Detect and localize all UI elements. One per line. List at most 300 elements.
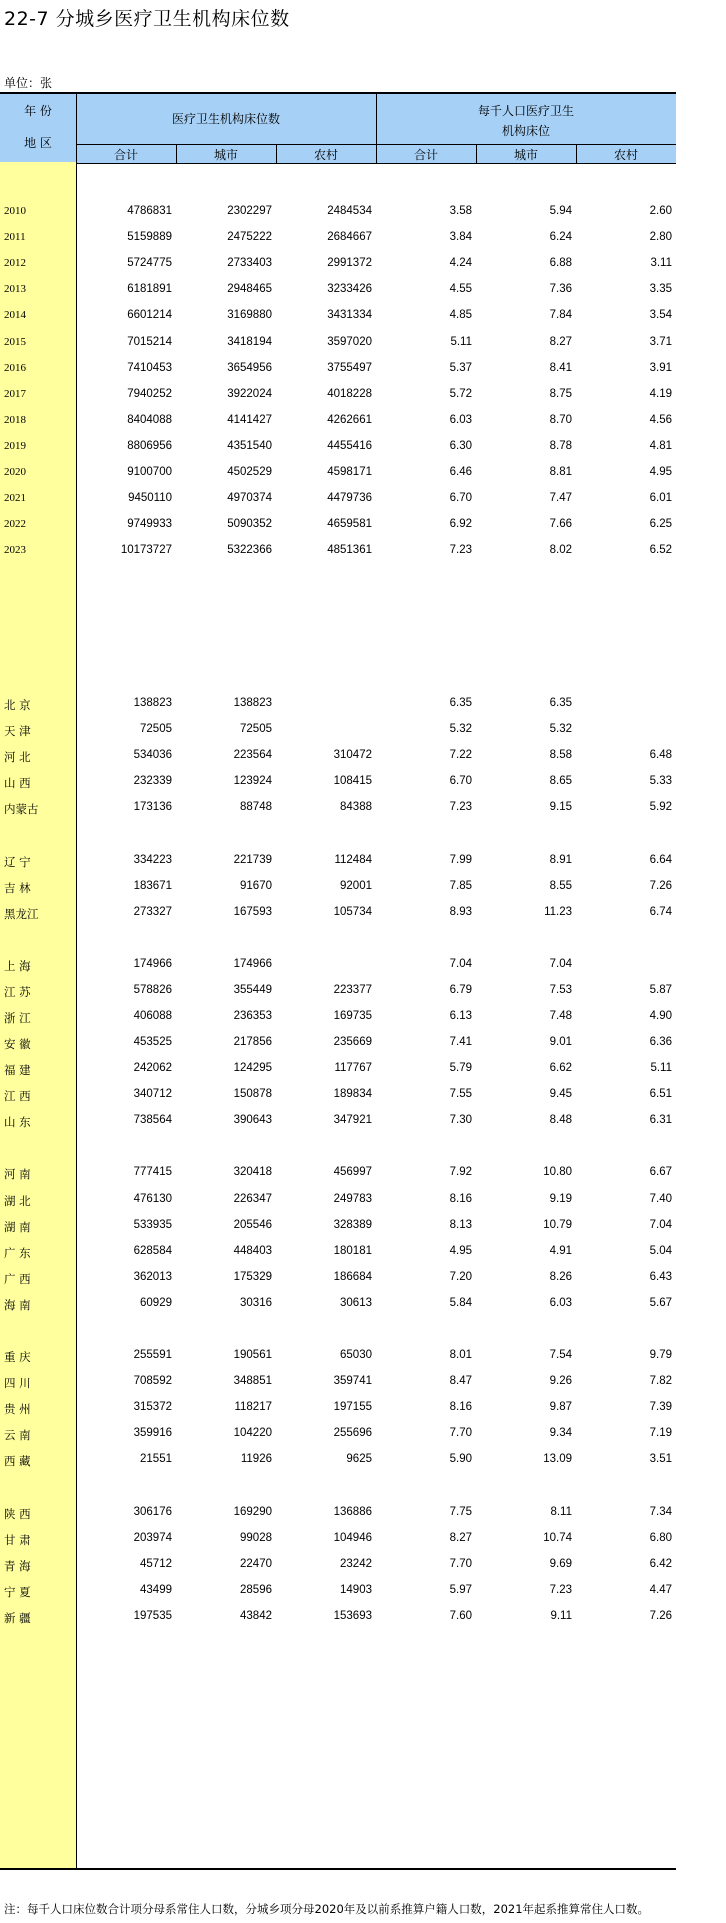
cell-beds-urban: 118217 bbox=[234, 1401, 272, 1413]
cell-beds-rural: 223377 bbox=[333, 984, 372, 996]
cell-rate-total: 4.24 bbox=[449, 257, 472, 269]
region-row bbox=[0, 801, 676, 819]
region-label: 辽 宁 bbox=[4, 855, 31, 869]
cell-beds-rural: 180181 bbox=[333, 1245, 372, 1257]
cell-beds-total: 9450110 bbox=[128, 492, 172, 504]
cell-beds-urban: 138823 bbox=[233, 697, 272, 709]
cell-beds-urban: 104220 bbox=[233, 1427, 272, 1439]
cell-beds-urban: 174966 bbox=[233, 958, 272, 970]
cell-beds-rural: 189834 bbox=[333, 1088, 372, 1100]
cell-rate-total: 6.03 bbox=[449, 414, 472, 426]
header-col-rate-rural: 农村 bbox=[613, 148, 638, 162]
year-row bbox=[0, 466, 676, 484]
cell-rate-urban: 11.23 bbox=[544, 906, 572, 918]
region-label: 天 津 bbox=[4, 724, 31, 738]
cell-rate-urban: 7.47 bbox=[549, 492, 572, 504]
header-divider bbox=[276, 144, 277, 164]
header-group-beds: 医疗卫生机构床位数 bbox=[171, 112, 280, 126]
cell-rate-rural: 6.36 bbox=[649, 1036, 672, 1048]
region-row bbox=[0, 1558, 676, 1576]
cell-beds-urban: 91670 bbox=[240, 880, 272, 892]
cell-rate-total: 3.58 bbox=[449, 205, 472, 217]
region-label: 新 疆 bbox=[4, 1611, 31, 1625]
region-row bbox=[0, 1036, 676, 1054]
year-label: 2015 bbox=[4, 336, 26, 348]
region-label: 四 川 bbox=[4, 1376, 31, 1390]
cell-beds-urban: 3169880 bbox=[227, 309, 272, 321]
cell-rate-urban: 9.34 bbox=[549, 1427, 572, 1439]
cell-beds-rural: 105734 bbox=[333, 906, 372, 918]
region-label: 陕 西 bbox=[4, 1507, 31, 1521]
year-label: 2017 bbox=[4, 388, 26, 400]
cell-beds-total: 273327 bbox=[133, 906, 172, 918]
cell-rate-urban: 9.19 bbox=[549, 1193, 572, 1205]
cell-beds-total: 43499 bbox=[140, 1584, 172, 1596]
cell-beds-total: 534036 bbox=[133, 749, 172, 761]
cell-rate-urban: 5.94 bbox=[549, 205, 572, 217]
cell-beds-urban: 175329 bbox=[233, 1271, 272, 1283]
cell-rate-total: 6.35 bbox=[449, 697, 472, 709]
cell-beds-rural: 4598171 bbox=[327, 466, 372, 478]
cell-beds-urban: 223564 bbox=[233, 749, 272, 761]
cell-rate-total: 7.20 bbox=[449, 1271, 472, 1283]
cell-rate-urban: 7.48 bbox=[549, 1010, 572, 1022]
region-label: 安 徽 bbox=[4, 1037, 31, 1051]
cell-rate-total: 5.79 bbox=[449, 1062, 472, 1074]
cell-beds-total: 232339 bbox=[133, 775, 172, 787]
header-year: 年 份 bbox=[24, 104, 52, 118]
header-divider bbox=[76, 94, 77, 164]
cell-beds-total: 453525 bbox=[133, 1036, 172, 1048]
cell-rate-urban: 5.32 bbox=[549, 723, 572, 735]
cell-rate-urban: 7.36 bbox=[549, 283, 572, 295]
cell-beds-urban: 30316 bbox=[240, 1297, 272, 1309]
cell-rate-total: 7.22 bbox=[449, 749, 472, 761]
cell-beds-total: 708592 bbox=[133, 1375, 172, 1387]
region-label: 江 苏 bbox=[4, 985, 31, 999]
cell-beds-rural: 153693 bbox=[333, 1610, 372, 1622]
cell-rate-rural: 6.42 bbox=[649, 1558, 672, 1570]
year-row bbox=[0, 414, 676, 432]
cell-rate-total: 7.23 bbox=[449, 801, 472, 813]
cell-rate-rural: 4.90 bbox=[649, 1010, 672, 1022]
unit-label: 单位：张 bbox=[4, 76, 53, 90]
year-row bbox=[0, 336, 676, 354]
cell-beds-total: 60929 bbox=[140, 1297, 172, 1309]
table-title: 22-7 分城乡医疗卫生机构床位数 bbox=[4, 8, 290, 30]
cell-rate-rural: 7.34 bbox=[649, 1506, 672, 1518]
region-label: 宁 夏 bbox=[4, 1585, 31, 1599]
cell-beds-rural: 108415 bbox=[333, 775, 372, 787]
header-group-per-thousand-1: 每千人口医疗卫生 bbox=[477, 104, 574, 118]
cell-beds-urban: 72505 bbox=[240, 723, 272, 735]
cell-beds-urban: 124295 bbox=[233, 1062, 272, 1074]
cell-beds-total: 183671 bbox=[133, 880, 172, 892]
cell-rate-urban: 9.69 bbox=[549, 1558, 572, 1570]
region-row bbox=[0, 1506, 676, 1524]
region-label: 青 海 bbox=[4, 1559, 31, 1573]
cell-beds-urban: 217856 bbox=[233, 1036, 272, 1048]
cell-rate-urban: 8.27 bbox=[549, 336, 572, 348]
cell-beds-rural: 3597020 bbox=[327, 336, 372, 348]
cell-rate-total: 7.30 bbox=[449, 1114, 472, 1126]
cell-rate-rural: 5.04 bbox=[649, 1245, 672, 1257]
cell-beds-urban: 236353 bbox=[233, 1010, 272, 1022]
cell-beds-total: 255591 bbox=[133, 1349, 172, 1361]
cell-beds-total: 4786831 bbox=[127, 205, 172, 217]
cell-beds-rural: 328389 bbox=[333, 1219, 372, 1231]
cell-rate-urban: 4.91 bbox=[549, 1245, 572, 1257]
cell-beds-total: 197535 bbox=[133, 1610, 172, 1622]
region-row bbox=[0, 1349, 676, 1367]
cell-beds-rural: 104946 bbox=[333, 1532, 372, 1544]
cell-rate-rural: 9.79 bbox=[649, 1349, 672, 1361]
cell-rate-total: 6.70 bbox=[449, 492, 472, 504]
cell-beds-urban: 150878 bbox=[233, 1088, 272, 1100]
cell-rate-urban: 8.11 bbox=[550, 1506, 572, 1518]
cell-rate-rural: 3.11 bbox=[650, 257, 672, 269]
cell-rate-rural: 7.26 bbox=[649, 880, 672, 892]
cell-rate-urban: 9.87 bbox=[549, 1401, 572, 1413]
cell-rate-rural: 6.51 bbox=[649, 1088, 672, 1100]
cell-beds-rural: 30613 bbox=[340, 1297, 372, 1309]
year-row bbox=[0, 257, 676, 275]
cell-beds-rural: 112484 bbox=[334, 854, 372, 866]
cell-beds-total: 6181891 bbox=[127, 283, 172, 295]
cell-rate-urban: 9.15 bbox=[549, 801, 572, 813]
cell-beds-rural: 186684 bbox=[333, 1271, 372, 1283]
region-row bbox=[0, 1062, 676, 1080]
region-label: 甘 肃 bbox=[4, 1533, 31, 1547]
region-label: 黑龙江 bbox=[4, 907, 39, 921]
cell-beds-urban: 4502529 bbox=[227, 466, 272, 478]
year-row bbox=[0, 492, 676, 510]
cell-rate-urban: 7.53 bbox=[549, 984, 572, 996]
cell-beds-urban: 11926 bbox=[240, 1453, 272, 1465]
cell-beds-urban: 5090352 bbox=[227, 518, 272, 530]
cell-beds-urban: 88748 bbox=[240, 801, 272, 813]
header-col-beds-rural: 农村 bbox=[313, 148, 338, 162]
cell-rate-rural: 6.64 bbox=[649, 854, 672, 866]
year-label: 2018 bbox=[4, 414, 26, 426]
header-col-beds-total: 合计 bbox=[113, 148, 138, 162]
cell-rate-urban: 8.65 bbox=[549, 775, 572, 787]
cell-rate-urban: 10.74 bbox=[543, 1532, 572, 1544]
cell-rate-total: 8.93 bbox=[449, 906, 472, 918]
cell-rate-total: 7.70 bbox=[449, 1558, 472, 1570]
table-bottom-rule bbox=[0, 1868, 676, 1870]
cell-rate-urban: 8.02 bbox=[549, 544, 572, 556]
region-row bbox=[0, 1584, 676, 1602]
cell-beds-rural: 359741 bbox=[333, 1375, 372, 1387]
cell-rate-rural: 5.33 bbox=[649, 775, 672, 787]
year-row bbox=[0, 388, 676, 406]
cell-beds-urban: 28596 bbox=[240, 1584, 272, 1596]
cell-rate-urban: 7.04 bbox=[549, 958, 572, 970]
cell-beds-urban: 169290 bbox=[233, 1506, 272, 1518]
year-label: 2020 bbox=[4, 466, 26, 478]
cell-rate-total: 6.70 bbox=[449, 775, 472, 787]
cell-rate-total: 7.41 bbox=[449, 1036, 472, 1048]
cell-rate-urban: 6.24 bbox=[549, 231, 572, 243]
cell-beds-rural: 3755497 bbox=[327, 362, 372, 374]
cell-beds-rural: 456997 bbox=[333, 1166, 372, 1178]
cell-rate-total: 5.32 bbox=[449, 723, 472, 735]
region-label: 福 建 bbox=[4, 1063, 31, 1077]
cell-beds-rural: 3431334 bbox=[327, 309, 372, 321]
cell-beds-urban: 2948465 bbox=[227, 283, 272, 295]
cell-rate-total: 8.01 bbox=[449, 1349, 472, 1361]
year-row bbox=[0, 205, 676, 223]
cell-beds-total: 242062 bbox=[133, 1062, 172, 1074]
cell-rate-total: 7.60 bbox=[449, 1610, 472, 1622]
cell-beds-total: 7940252 bbox=[127, 388, 172, 400]
cell-beds-urban: 355449 bbox=[233, 984, 272, 996]
cell-beds-rural: 310472 bbox=[333, 749, 372, 761]
header-group-per-thousand-2: 机构床位 bbox=[501, 124, 550, 138]
cell-rate-rural: 4.56 bbox=[649, 414, 672, 426]
cell-rate-urban: 9.11 bbox=[550, 1610, 572, 1622]
cell-beds-total: 9749933 bbox=[127, 518, 172, 530]
region-label: 河 南 bbox=[4, 1167, 31, 1181]
cell-beds-rural: 4851361 bbox=[327, 544, 372, 556]
cell-rate-total: 6.13 bbox=[449, 1010, 472, 1022]
cell-beds-total: 138823 bbox=[133, 697, 172, 709]
cell-beds-total: 6601214 bbox=[127, 309, 172, 321]
region-label: 上 海 bbox=[4, 959, 31, 973]
region-label: 吉 林 bbox=[4, 881, 31, 895]
cell-beds-total: 406088 bbox=[133, 1010, 172, 1022]
cell-rate-rural: 2.60 bbox=[649, 205, 672, 217]
header-divider bbox=[476, 144, 477, 164]
cell-rate-total: 8.16 bbox=[449, 1401, 472, 1413]
cell-rate-total: 7.04 bbox=[449, 958, 472, 970]
cell-rate-total: 6.30 bbox=[449, 440, 472, 452]
cell-rate-urban: 7.66 bbox=[549, 518, 572, 530]
year-row bbox=[0, 518, 676, 536]
header-col-rate-total: 合计 bbox=[413, 148, 438, 162]
cell-rate-total: 5.72 bbox=[449, 388, 472, 400]
cell-rate-total: 7.55 bbox=[449, 1088, 472, 1100]
region-row bbox=[0, 1245, 676, 1263]
cell-beds-total: 340712 bbox=[133, 1088, 172, 1100]
region-row bbox=[0, 1297, 676, 1315]
year-row bbox=[0, 309, 676, 327]
year-label: 2010 bbox=[4, 205, 26, 217]
region-row bbox=[0, 749, 676, 767]
cell-rate-rural: 6.48 bbox=[649, 749, 672, 761]
cell-rate-total: 5.84 bbox=[449, 1297, 472, 1309]
cell-beds-total: 45712 bbox=[140, 1558, 172, 1570]
cell-beds-total: 10173727 bbox=[120, 544, 172, 556]
header-divider bbox=[76, 144, 676, 145]
cell-rate-urban: 6.35 bbox=[549, 697, 572, 709]
region-row bbox=[0, 1453, 676, 1471]
cell-rate-urban: 10.80 bbox=[543, 1166, 572, 1178]
year-row bbox=[0, 440, 676, 458]
region-row bbox=[0, 1219, 676, 1237]
cell-beds-total: 21551 bbox=[140, 1453, 172, 1465]
region-row bbox=[0, 958, 676, 976]
header-divider bbox=[576, 144, 577, 164]
cell-beds-rural: 4479736 bbox=[327, 492, 372, 504]
cell-beds-rural: 4018228 bbox=[327, 388, 372, 400]
cell-beds-urban: 99028 bbox=[240, 1532, 272, 1544]
cell-beds-rural: 9625 bbox=[346, 1453, 372, 1465]
cell-rate-rural: 6.01 bbox=[649, 492, 672, 504]
cell-beds-rural: 347921 bbox=[333, 1114, 372, 1126]
cell-beds-total: 628584 bbox=[133, 1245, 172, 1257]
cell-rate-total: 8.27 bbox=[449, 1532, 472, 1544]
region-row bbox=[0, 880, 676, 898]
cell-beds-urban: 348851 bbox=[233, 1375, 272, 1387]
cell-rate-total: 6.46 bbox=[449, 466, 472, 478]
region-row bbox=[0, 775, 676, 793]
cell-rate-total: 7.70 bbox=[449, 1427, 472, 1439]
cell-beds-urban: 2733403 bbox=[227, 257, 272, 269]
region-label: 湖 北 bbox=[4, 1194, 31, 1208]
cell-rate-urban: 13.09 bbox=[543, 1453, 572, 1465]
cell-beds-urban: 190561 bbox=[233, 1349, 272, 1361]
region-row bbox=[0, 723, 676, 741]
cell-beds-total: 173136 bbox=[133, 801, 172, 813]
cell-rate-urban: 8.78 bbox=[549, 440, 572, 452]
cell-rate-urban: 10.79 bbox=[543, 1219, 572, 1231]
cell-beds-urban: 167593 bbox=[233, 906, 272, 918]
cell-beds-rural: 3233426 bbox=[327, 283, 372, 295]
cell-rate-rural: 7.26 bbox=[649, 1610, 672, 1622]
cell-rate-urban: 8.26 bbox=[549, 1271, 572, 1283]
cell-beds-rural: 235669 bbox=[333, 1036, 372, 1048]
cell-beds-rural: 117767 bbox=[334, 1062, 372, 1074]
cell-rate-rural: 2.80 bbox=[649, 231, 672, 243]
cell-beds-rural: 4262661 bbox=[327, 414, 372, 426]
region-row bbox=[0, 984, 676, 1002]
cell-beds-urban: 123924 bbox=[233, 775, 272, 787]
cell-rate-total: 8.13 bbox=[449, 1219, 472, 1231]
year-label: 2011 bbox=[4, 231, 26, 243]
cell-rate-total: 7.75 bbox=[449, 1506, 472, 1518]
region-row bbox=[0, 1010, 676, 1028]
cell-rate-urban: 9.45 bbox=[549, 1088, 572, 1100]
cell-rate-urban: 8.58 bbox=[549, 749, 572, 761]
cell-rate-urban: 6.88 bbox=[549, 257, 572, 269]
cell-rate-rural: 6.31 bbox=[649, 1114, 672, 1126]
cell-rate-urban: 9.01 bbox=[549, 1036, 572, 1048]
year-row bbox=[0, 283, 676, 301]
cell-rate-urban: 7.23 bbox=[549, 1584, 572, 1596]
year-label: 2021 bbox=[4, 492, 26, 504]
region-label: 山 东 bbox=[4, 1115, 31, 1129]
cell-rate-total: 7.85 bbox=[449, 880, 472, 892]
cell-rate-total: 4.85 bbox=[449, 309, 472, 321]
cell-beds-total: 533935 bbox=[133, 1219, 172, 1231]
cell-rate-urban: 9.26 bbox=[549, 1375, 572, 1387]
cell-rate-urban: 8.75 bbox=[549, 388, 572, 400]
region-label: 重 庆 bbox=[4, 1350, 31, 1364]
cell-beds-rural: 65030 bbox=[340, 1349, 372, 1361]
cell-rate-rural: 6.25 bbox=[649, 518, 672, 530]
cell-rate-rural: 3.51 bbox=[649, 1453, 672, 1465]
header-col-beds-urban: 城市 bbox=[213, 148, 238, 162]
cell-beds-urban: 320418 bbox=[233, 1166, 272, 1178]
cell-beds-urban: 226347 bbox=[233, 1193, 272, 1205]
cell-beds-urban: 22470 bbox=[240, 1558, 272, 1570]
cell-rate-urban: 7.84 bbox=[549, 309, 572, 321]
cell-beds-rural: 249783 bbox=[333, 1193, 372, 1205]
cell-beds-urban: 448403 bbox=[233, 1245, 272, 1257]
cell-rate-rural: 6.80 bbox=[649, 1532, 672, 1544]
cell-beds-rural: 23242 bbox=[340, 1558, 372, 1570]
region-row bbox=[0, 1193, 676, 1211]
region-label: 贵 州 bbox=[4, 1402, 31, 1416]
cell-beds-total: 5724775 bbox=[127, 257, 172, 269]
cell-beds-urban: 4351540 bbox=[227, 440, 272, 452]
cell-beds-rural: 2991372 bbox=[327, 257, 372, 269]
cell-beds-rural: 2684667 bbox=[327, 231, 372, 243]
cell-rate-total: 3.84 bbox=[449, 231, 472, 243]
region-label: 云 南 bbox=[4, 1428, 31, 1442]
cell-beds-total: 9100700 bbox=[127, 466, 172, 478]
cell-rate-urban: 8.48 bbox=[549, 1114, 572, 1126]
region-row bbox=[0, 1401, 676, 1419]
region-label: 江 西 bbox=[4, 1089, 31, 1103]
region-label: 海 南 bbox=[4, 1298, 31, 1312]
cell-rate-total: 6.92 bbox=[449, 518, 472, 530]
cell-rate-rural: 6.52 bbox=[649, 544, 672, 556]
cell-beds-urban: 4141427 bbox=[227, 414, 272, 426]
cell-rate-rural: 5.92 bbox=[649, 801, 672, 813]
region-label: 山 西 bbox=[4, 776, 31, 790]
year-label: 2013 bbox=[4, 283, 26, 295]
cell-rate-urban: 6.62 bbox=[549, 1062, 572, 1074]
header-divider bbox=[0, 163, 676, 164]
cell-rate-rural: 3.71 bbox=[649, 336, 672, 348]
cell-rate-urban: 8.70 bbox=[549, 414, 572, 426]
year-label: 2023 bbox=[4, 544, 26, 556]
cell-beds-urban: 43842 bbox=[240, 1610, 272, 1622]
cell-beds-rural: 169735 bbox=[333, 1010, 372, 1022]
cell-beds-rural: 84388 bbox=[340, 801, 372, 813]
cell-rate-urban: 8.55 bbox=[549, 880, 572, 892]
year-row bbox=[0, 231, 676, 249]
cell-beds-total: 578826 bbox=[133, 984, 172, 996]
cell-beds-total: 7015214 bbox=[127, 336, 172, 348]
cell-beds-urban: 205546 bbox=[233, 1219, 272, 1231]
region-row bbox=[0, 906, 676, 924]
year-label: 2016 bbox=[4, 362, 26, 374]
cell-beds-total: 334223 bbox=[133, 854, 172, 866]
cell-rate-rural: 3.91 bbox=[649, 362, 672, 374]
header-region: 地 区 bbox=[24, 136, 52, 150]
cell-rate-total: 8.47 bbox=[449, 1375, 472, 1387]
cell-rate-rural: 5.87 bbox=[649, 984, 672, 996]
year-label: 2014 bbox=[4, 309, 26, 321]
cell-rate-total: 7.92 bbox=[449, 1166, 472, 1178]
cell-beds-total: 738564 bbox=[133, 1114, 172, 1126]
cell-rate-rural: 4.81 bbox=[649, 440, 672, 452]
footnote: 注：每千人口床位数合计项分母系常住人口数，分城乡项分母2020年及以前系推算户籍人口数，2021年起系推算常住人口数。 bbox=[4, 1902, 650, 1916]
year-row bbox=[0, 362, 676, 380]
cell-rate-urban: 6.03 bbox=[549, 1297, 572, 1309]
region-label: 北 京 bbox=[4, 698, 31, 712]
cell-beds-total: 315372 bbox=[133, 1401, 172, 1413]
cell-rate-rural: 4.95 bbox=[649, 466, 672, 478]
cell-beds-urban: 2302297 bbox=[227, 205, 272, 217]
region-row bbox=[0, 854, 676, 872]
header-col-rate-urban: 城市 bbox=[513, 148, 538, 162]
cell-beds-rural: 4659581 bbox=[327, 518, 372, 530]
